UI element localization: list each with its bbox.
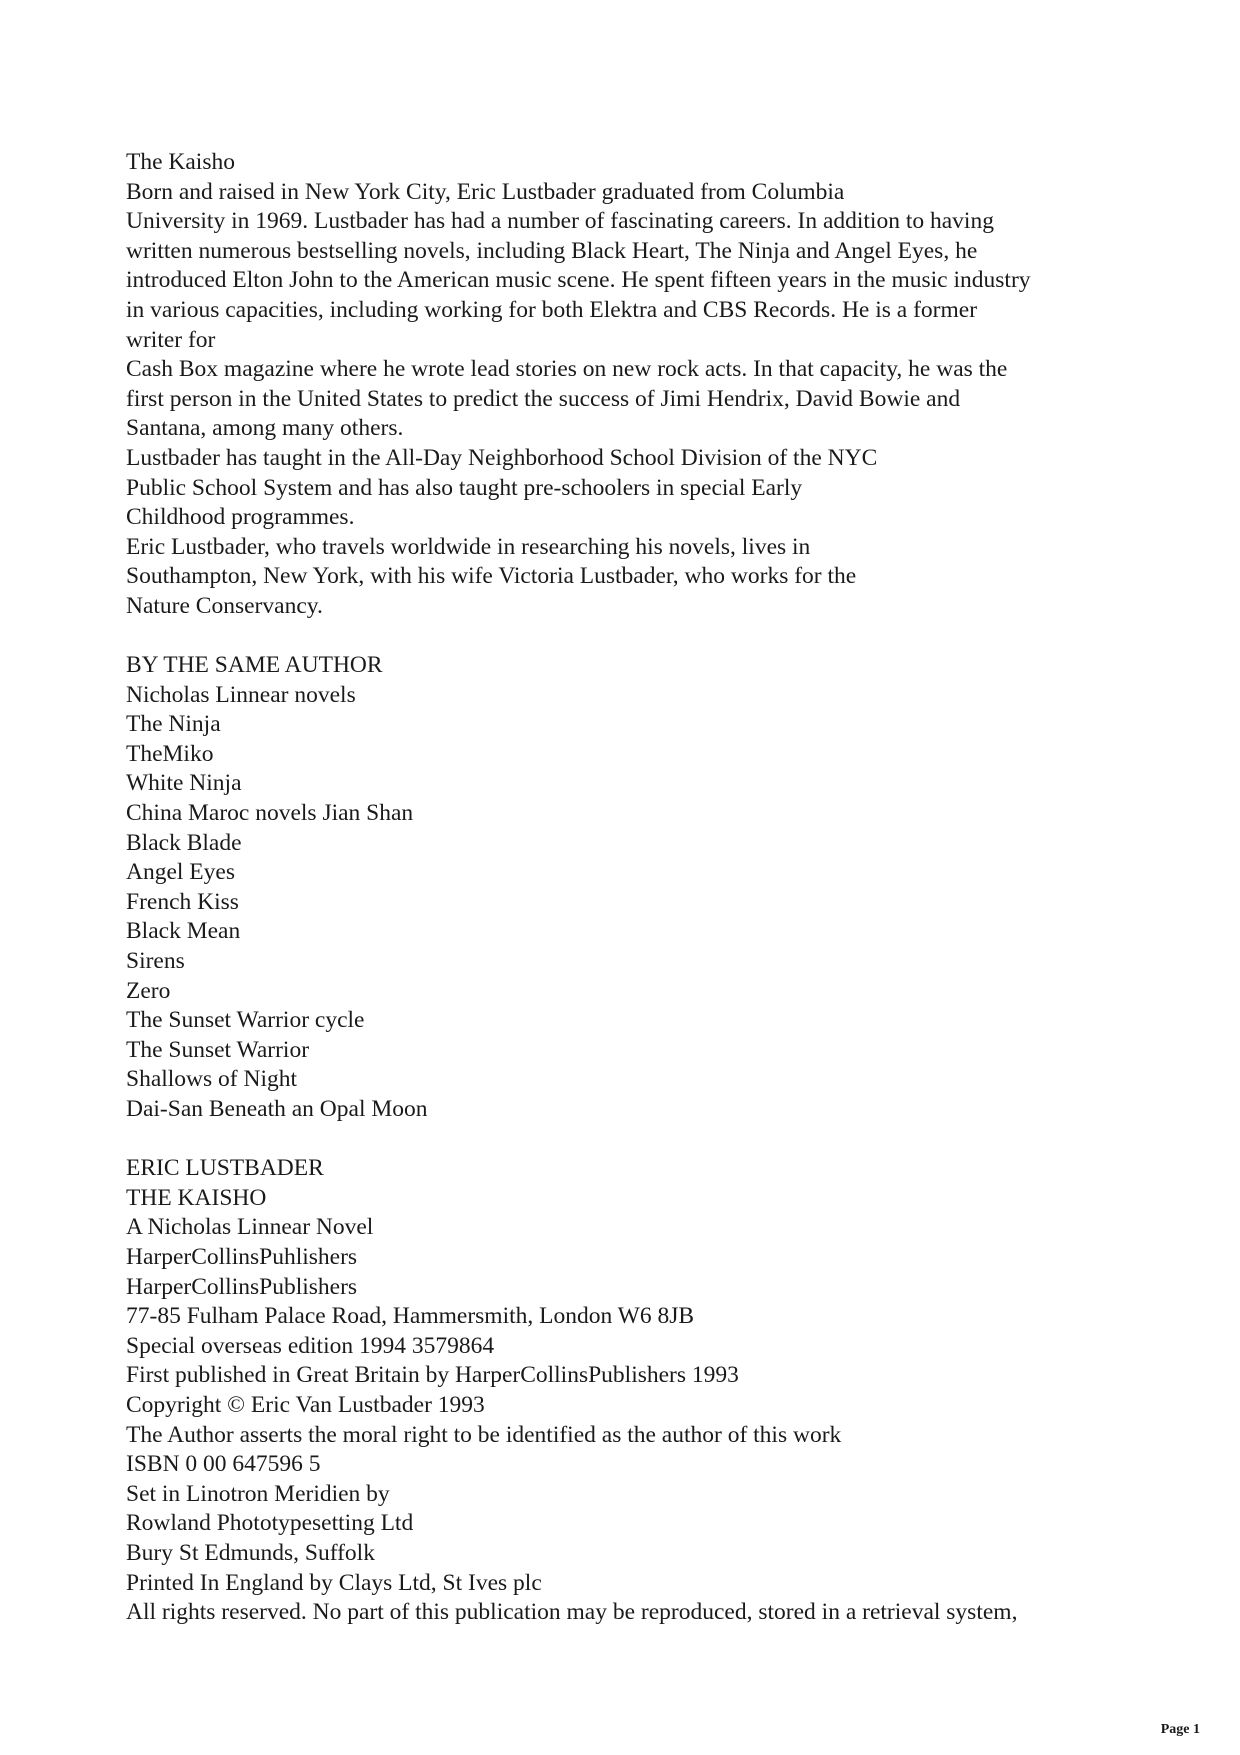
imprint-line: All rights reserved. No part of this publication may be reproduced, stored in a retrieval system, <box>126 1599 1018 1626</box>
bio-line: written numerous bestselling novels, including Black Heart, The Ninja and Angel Eyes, he <box>126 237 978 264</box>
bio-line: Southampton, New York, with his wife Victoria Lustbader, who works for the <box>126 563 857 590</box>
document-page <box>126 148 1126 1628</box>
bio-section <box>126 148 1126 622</box>
imprint-line: HarperCollinsPuhlishers <box>126 1243 358 1270</box>
book-list-item: The Ninja <box>126 711 221 738</box>
same-author-section <box>126 651 1126 1125</box>
page-number: Page 1 <box>1160 1722 1200 1737</box>
section-heading: BY THE SAME AUTHOR <box>126 652 383 679</box>
book-title: THE KAISHO <box>126 1184 267 1211</box>
imprint-line: Bury St Edmunds, Suffolk <box>126 1539 375 1566</box>
author-name: ERIC LUSTBADER <box>126 1155 324 1182</box>
book-list-item: Shallows of Night <box>126 1066 298 1093</box>
book-list-item: Zero <box>126 977 171 1004</box>
bio-line: Public School System and has also taught pre-schoolers in special Early <box>126 474 803 501</box>
imprint-line: The Author asserts the moral right to be identified as the author of this work <box>126 1421 842 1448</box>
book-list-item: Black Mean <box>126 918 241 945</box>
imprint-line: A Nicholas Linnear Novel <box>126 1214 374 1241</box>
book-title-line: The Kaisho <box>126 149 235 175</box>
imprint-line: ISBN 0 00 647596 5 <box>126 1451 321 1478</box>
book-list-item: The Sunset Warrior cycle <box>126 1007 365 1034</box>
book-list-item: Angel Eyes <box>126 859 235 886</box>
bio-line: in various capacities, including working for both Elektra and CBS Records. He is a former <box>126 296 978 323</box>
section-spacer <box>126 1125 1126 1155</box>
bio-line: Born and raised in New York City, Eric Lustbader graduated from Columbia <box>126 178 845 205</box>
bio-line: Santana, among many others. <box>126 415 404 442</box>
imprint-line: First published in Great Britain by HarperCollinsPublishers 1993 <box>126 1362 739 1389</box>
imprint-section <box>126 1154 1126 1628</box>
bio-line: introduced Elton John to the American music scene. He spent fifteen years in the music industry <box>126 267 1031 294</box>
book-list-item: Dai-San Beneath an Opal Moon <box>126 1096 428 1122</box>
bio-line: Nature Conservancy. <box>126 592 323 619</box>
book-list-item: China Maroc novels Jian Shan <box>126 800 414 827</box>
bio-line: Childhood programmes. <box>126 504 355 531</box>
book-list-item: Black Blade <box>126 829 242 856</box>
bio-line: Cash Box magazine where he wrote lead stories on new rock acts. In that capacity, he was the <box>126 356 1008 383</box>
imprint-line: HarperCollinsPublishers <box>126 1273 358 1300</box>
book-list-item: TheMiko <box>126 740 214 767</box>
imprint-line: Printed In England by Clays Ltd, St Ives plc <box>126 1569 542 1596</box>
imprint-line: Set in Linotron Meridien by <box>126 1480 390 1507</box>
bio-line: first person in the United States to predict the success of Jimi Hendrix, David Bowie and <box>126 385 961 412</box>
book-list-item: French Kiss <box>126 888 239 915</box>
section-spacer <box>126 622 1126 652</box>
imprint-line: 77-85 Fulham Palace Road, Hammersmith, London W6 8JB <box>126 1303 695 1330</box>
imprint-line: Rowland Phototypesetting Ltd <box>126 1510 414 1537</box>
book-list-item: Sirens <box>126 948 185 975</box>
bio-line: writer for <box>126 326 216 353</box>
imprint-line: Copyright © Eric Van Lustbader 1993 <box>126 1391 485 1418</box>
imprint-line: Special overseas edition 1994 3579864 <box>126 1332 495 1359</box>
book-list-item: Nicholas Linnear novels <box>126 681 356 708</box>
book-list-item: White Ninja <box>126 770 242 797</box>
bio-line: Lustbader has taught in the All-Day Neighborhood School Division of the NYC <box>126 444 878 471</box>
book-list-item: The Sunset Warrior <box>126 1036 310 1063</box>
bio-line: University in 1969. Lustbader has had a number of fascinating careers. In addition to having <box>126 208 994 235</box>
bio-line: Eric Lustbader, who travels worldwide in researching his novels, lives in <box>126 533 811 560</box>
